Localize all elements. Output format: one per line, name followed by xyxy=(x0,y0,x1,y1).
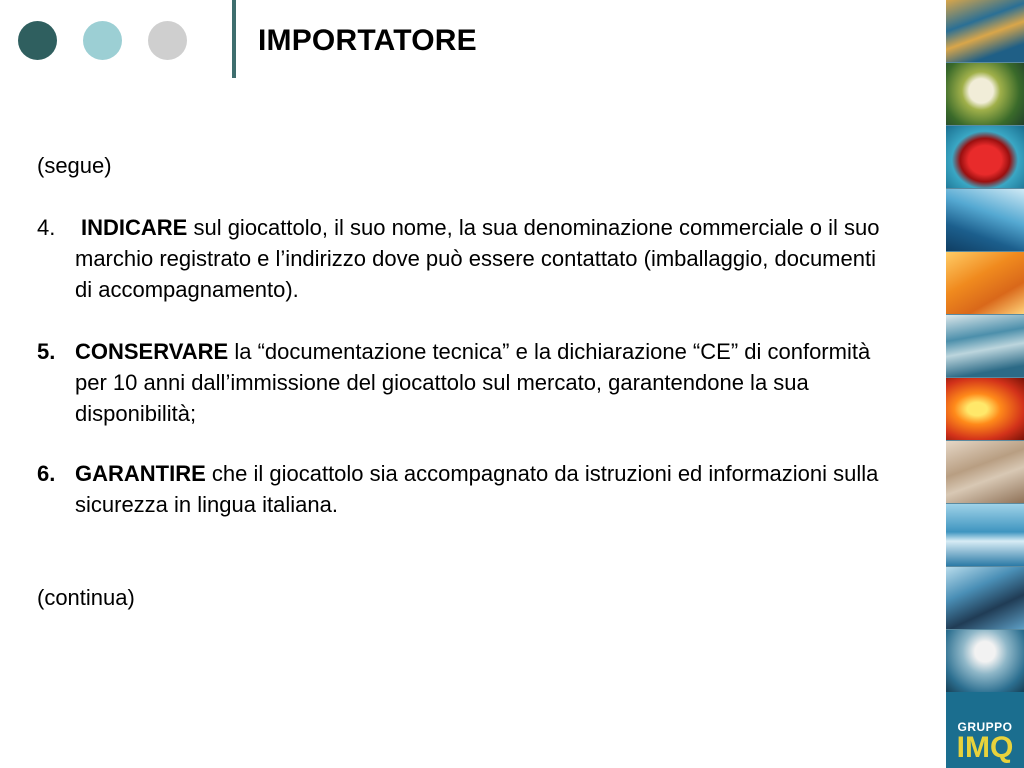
item-text: che il giocattolo sia accompagnato da istruzioni ed informazioni sulla sicurezza in lingua italiana. xyxy=(75,461,879,517)
list-item-4 xyxy=(37,212,897,305)
item-text: sul giocattolo, il suo nome, la sua denominazione commerciale o il suo marchio registrato e l’indirizzo dove può essere contattato (imballaggio, documenti di accompagnamento). xyxy=(75,215,880,302)
title-divider xyxy=(232,0,236,78)
photo-tile xyxy=(946,126,1024,188)
photo-tile xyxy=(946,504,1024,566)
logo-line2: IMQ xyxy=(956,731,1014,764)
photo-strip xyxy=(946,0,1024,768)
item-body xyxy=(75,458,897,520)
gruppo-imq-logo xyxy=(946,692,1024,768)
photo-tile xyxy=(946,315,1024,377)
photo-tile xyxy=(946,630,1024,692)
decor-dot-dark xyxy=(18,21,57,60)
item-number: 6. xyxy=(37,461,56,486)
intro-text: (segue) xyxy=(37,153,112,178)
item-keyword: GARANTIRE xyxy=(75,461,206,486)
photo-tile xyxy=(946,63,1024,125)
photo-tile xyxy=(946,252,1024,314)
decor-dot-light xyxy=(83,21,122,60)
photo-tile xyxy=(946,0,1024,62)
item-text: la “documentazione tecnica” e la dichiarazione “CE” di conformità per 10 anni dall’immissione del giocattolo sul mercato, garantendone la sua disponibilità; xyxy=(75,339,871,426)
item-keyword: CONSERVARE xyxy=(75,339,229,364)
item-body xyxy=(75,212,897,305)
photo-tile xyxy=(946,441,1024,503)
item-number: 4. xyxy=(37,215,56,240)
photo-tile xyxy=(946,567,1024,629)
list-item-5 xyxy=(37,336,897,429)
decor-dot-gray xyxy=(148,21,187,60)
list-item-6 xyxy=(37,458,897,520)
photo-tile xyxy=(946,189,1024,251)
item-keyword: INDICARE xyxy=(81,215,188,240)
item-body xyxy=(75,336,897,429)
outro-text: (continua) xyxy=(37,585,135,610)
photo-tile xyxy=(946,378,1024,440)
logo-line1: GRUPPO xyxy=(957,720,1013,734)
item-number: 5. xyxy=(37,339,56,364)
page-title: IMPORTATORE xyxy=(258,24,477,57)
